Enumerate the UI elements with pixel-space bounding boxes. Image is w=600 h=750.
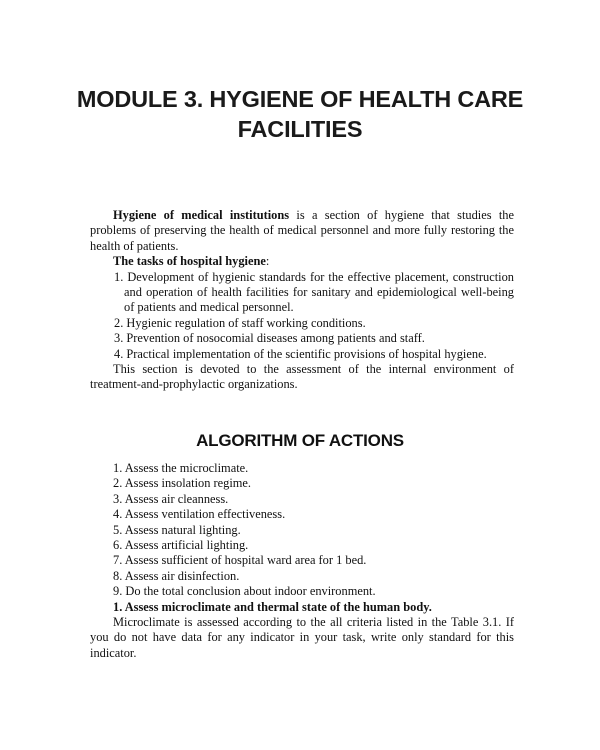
tasks-heading-colon: : xyxy=(265,254,270,269)
definition-paragraph xyxy=(90,208,514,254)
module-title-line-1: MODULE 3. HYGIENE OF HEALTH CARE xyxy=(76,86,524,112)
intro-section xyxy=(90,208,514,393)
algorithm-step: 3. Assess air cleanness. xyxy=(113,491,229,506)
section-note: This section is devoted to the assessment of the internal environment of treatment-and-prophylactic organizations. xyxy=(90,362,514,392)
task-item: 1. Development of hygienic standards for the effective placement, construction and operation of health facilities for sanitary and epidemiological well-being of patients and medical personnel. xyxy=(114,269,514,315)
task-item: 4. Practical implementation of the scientific provisions of hospital hygiene. xyxy=(114,346,487,361)
algorithm-step: 4. Assess ventilation effectiveness. xyxy=(113,507,286,522)
definition-text: is a section of hygiene that studies the problems of preserving the health of medical personnel and more fully restoring the health of patients. xyxy=(90,208,514,253)
algorithm-step: 7. Assess sufficient of hospital ward area for 1 bed. xyxy=(113,553,367,568)
definition-term: Hygiene of medical institutions xyxy=(113,208,290,222)
tasks-list xyxy=(90,270,514,362)
algorithm-step: 5. Assess natural lighting. xyxy=(113,522,241,537)
module-title-line-2: FACILITIES xyxy=(237,116,363,142)
task-item: 3. Prevention of nosocomial diseases among patients and staff. xyxy=(114,331,425,346)
module-title xyxy=(60,84,540,144)
tasks-heading xyxy=(90,254,514,269)
algorithm-step: 1. Assess the microclimate. xyxy=(113,461,249,475)
algorithm-title: ALGORITHM OF ACTIONS xyxy=(196,431,404,450)
algorithm-step: 8. Assess air disinfection. xyxy=(113,568,240,583)
step1-heading-text: 1. Assess microclimate and thermal state of the human body. xyxy=(113,599,432,614)
tasks-heading-label: The tasks of hospital hygiene xyxy=(113,254,266,269)
step1-paragraph: Microclimate is assessed according to the all criteria listed in the Table 3.1. If you do not have data for any indicator in your task, write only standard for this indicator. xyxy=(90,615,514,660)
step1-heading xyxy=(90,600,514,615)
task-item: 2. Hygienic regulation of staff working conditions. xyxy=(114,315,366,330)
algorithm-steps-list xyxy=(90,461,514,600)
algorithm-section xyxy=(90,461,514,661)
algorithm-step: 2. Assess insolation regime. xyxy=(113,476,252,491)
algorithm-step: 9. Do the total conclusion about indoor environment. xyxy=(113,584,376,599)
algorithm-step: 6. Assess artificial lighting. xyxy=(113,538,249,553)
